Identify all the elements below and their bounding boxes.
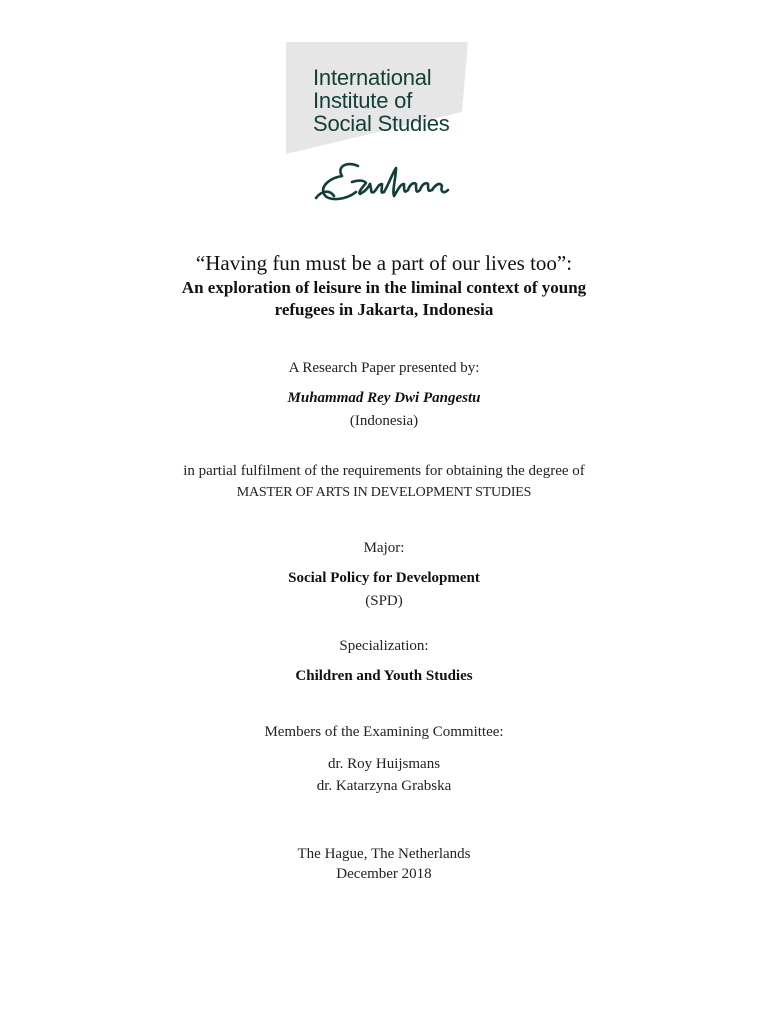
committee-label: Members of the Examining Committee: [264,724,504,740]
paper-subtitle-line-2: refugees in Jakarta, Indonesia [274,300,494,319]
author-name: Muhammad Rey Dwi Pangestu [287,390,481,406]
committee-member-1: dr. Roy Huijsmans [327,756,441,772]
paper-title: “Having fun must be a part of our lives too”: [195,251,573,275]
place: The Hague, The Netherlands [297,846,471,862]
logo-wordmark [313,66,450,135]
degree-name: MASTER OF ARTS IN DEVELOPMENT STUDIES [236,485,532,500]
specialization-label: Specialization: [339,638,429,654]
date: December 2018 [336,866,432,882]
degree-requirement-text: in partial fulfilment of the requirements for obtaining the degree of [183,463,585,479]
presented-by-label: A Research Paper presented by: [288,360,480,376]
logo-line-1: International [313,65,432,90]
logo-line-3: Social Studies [313,111,450,136]
major-name: Social Policy for Development [288,570,480,586]
specialization-name: Children and Youth Studies [295,668,473,684]
major-abbreviation: (SPD) [365,593,403,609]
paper-subtitle-line-1: An exploration of leisure in the liminal context of young [181,278,587,297]
erasmus-signature-icon [312,160,464,206]
logo-line-2: Institute of [313,88,413,113]
iss-logo [286,42,468,154]
major-label: Major: [363,540,405,556]
author-country: (Indonesia) [349,413,419,429]
committee-member-2: dr. Katarzyna Grabska [316,778,452,794]
